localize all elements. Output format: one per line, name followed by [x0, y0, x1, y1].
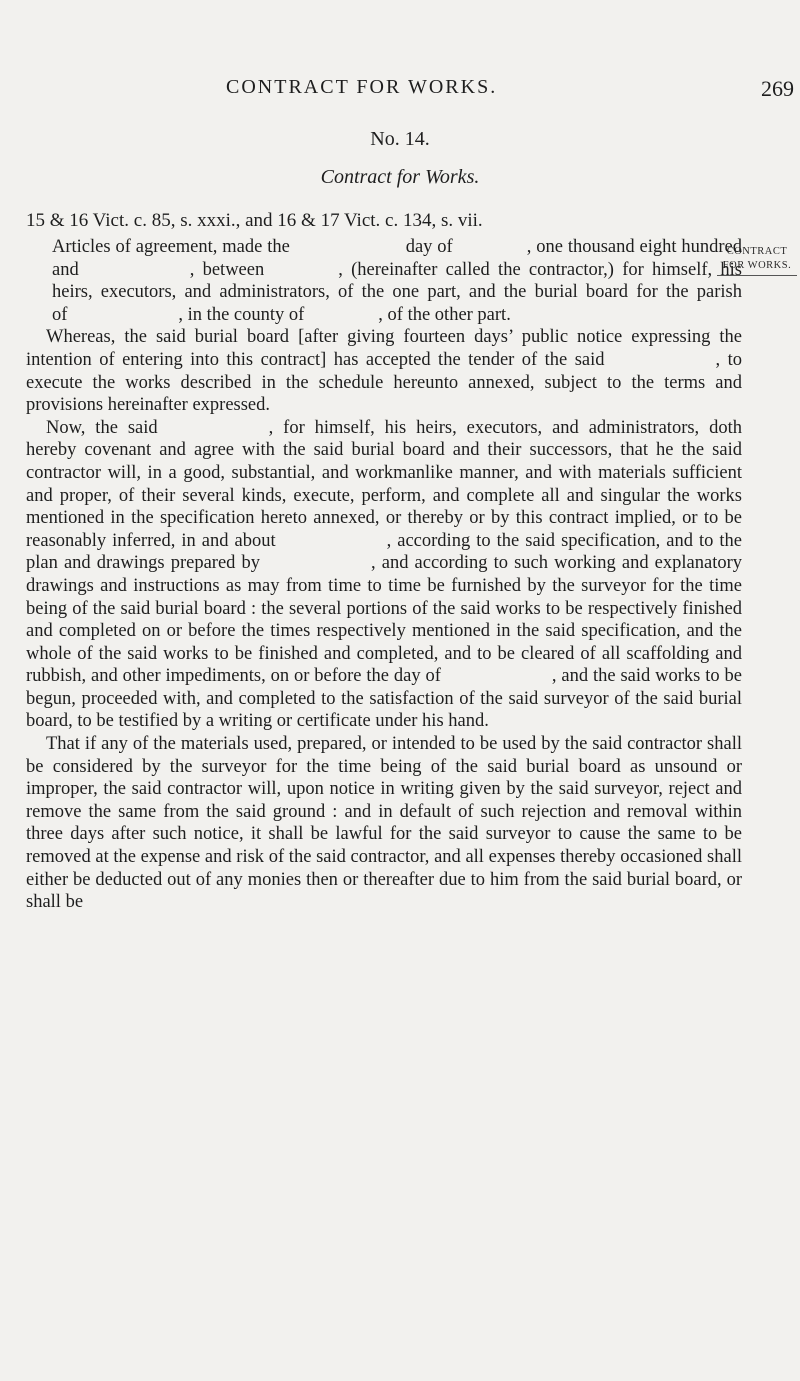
margin-note-line-2: FOR WORKS.: [722, 260, 792, 271]
document-number: No. 14.: [370, 128, 430, 150]
page-number: 269: [761, 76, 794, 101]
running-head: CONTRACT FOR WORKS.: [226, 76, 498, 98]
paragraph-now: Now, the said , for himself, his heirs, executors, and administrators, doth hereby covenant and agree with the said burial board and their successors, that he the said contractor will, in a good, substantial, and workmanlike manner, and with materials sufficient and proper, of their several kinds, execute, perform, and complete all and singular the works mentioned in the specification hereto annexed, or thereby or by this contract implied, or to be reasonably inferred, in and about , according to the said specification, and to the plan and drawings prepared by , and according to such working and explanatory drawings and instructions as may from time to time be furnished by the surveyor for the time being of the said burial board : the several portions of the said works to be respectively finished and completed on or before the times respectively mentioned in the said specification, and the whole of the said works to be finished and completed, and to be cleared of all scaffolding and rubbish, and other impediments, on or before the day of , and the said works to be begun, proceeded with, and completed to the satisfaction of the said surveyor of the said burial board, to be testified by a writing or certificate under his hand.: [26, 417, 742, 732]
contract-body: [26, 236, 742, 914]
paragraph-articles: Articles of agreement, made the day of , one thousand eight hundred and , between , (hereinafter called the contractor,) for himself, his heirs, executors, and administrators, of the one part, and the burial board for the parish of , in the county of , of the other part.: [52, 237, 742, 325]
statute-reference: 15 & 16 Vict. c. 85, s. xxxi., and 16 & 17 Vict. c. 134, s. vii.: [26, 210, 483, 231]
margin-note-line-1: CONTRACT: [726, 246, 788, 257]
document-title: Contract for Works.: [320, 166, 480, 188]
paragraph-materials: That if any of the materials used, prepared, or intended to be used by the said contractor shall be considered by the surveyor for the time being of the said burial board as unsound or improper, the said contractor will, upon notice in writing given by the said surveyor, reject and remove the same from the said ground : and in default of such rejection and removal within three days after such notice, it shall be lawful for the said surveyor to cause the same to be removed at the expense and risk of the said contractor, and all expenses thereby occasioned shall either be deducted out of any monies then or thereafter due to him from the said burial board, or shall be: [26, 734, 742, 913]
paragraph-whereas: Whereas, the said burial board [after giving fourteen days’ public notice expressing the intention of entering into this contract] has accepted the tender of the said , to execute the works described in the schedule hereunto annexed, subject to the terms and provisions hereinafter expressed.: [26, 327, 742, 416]
